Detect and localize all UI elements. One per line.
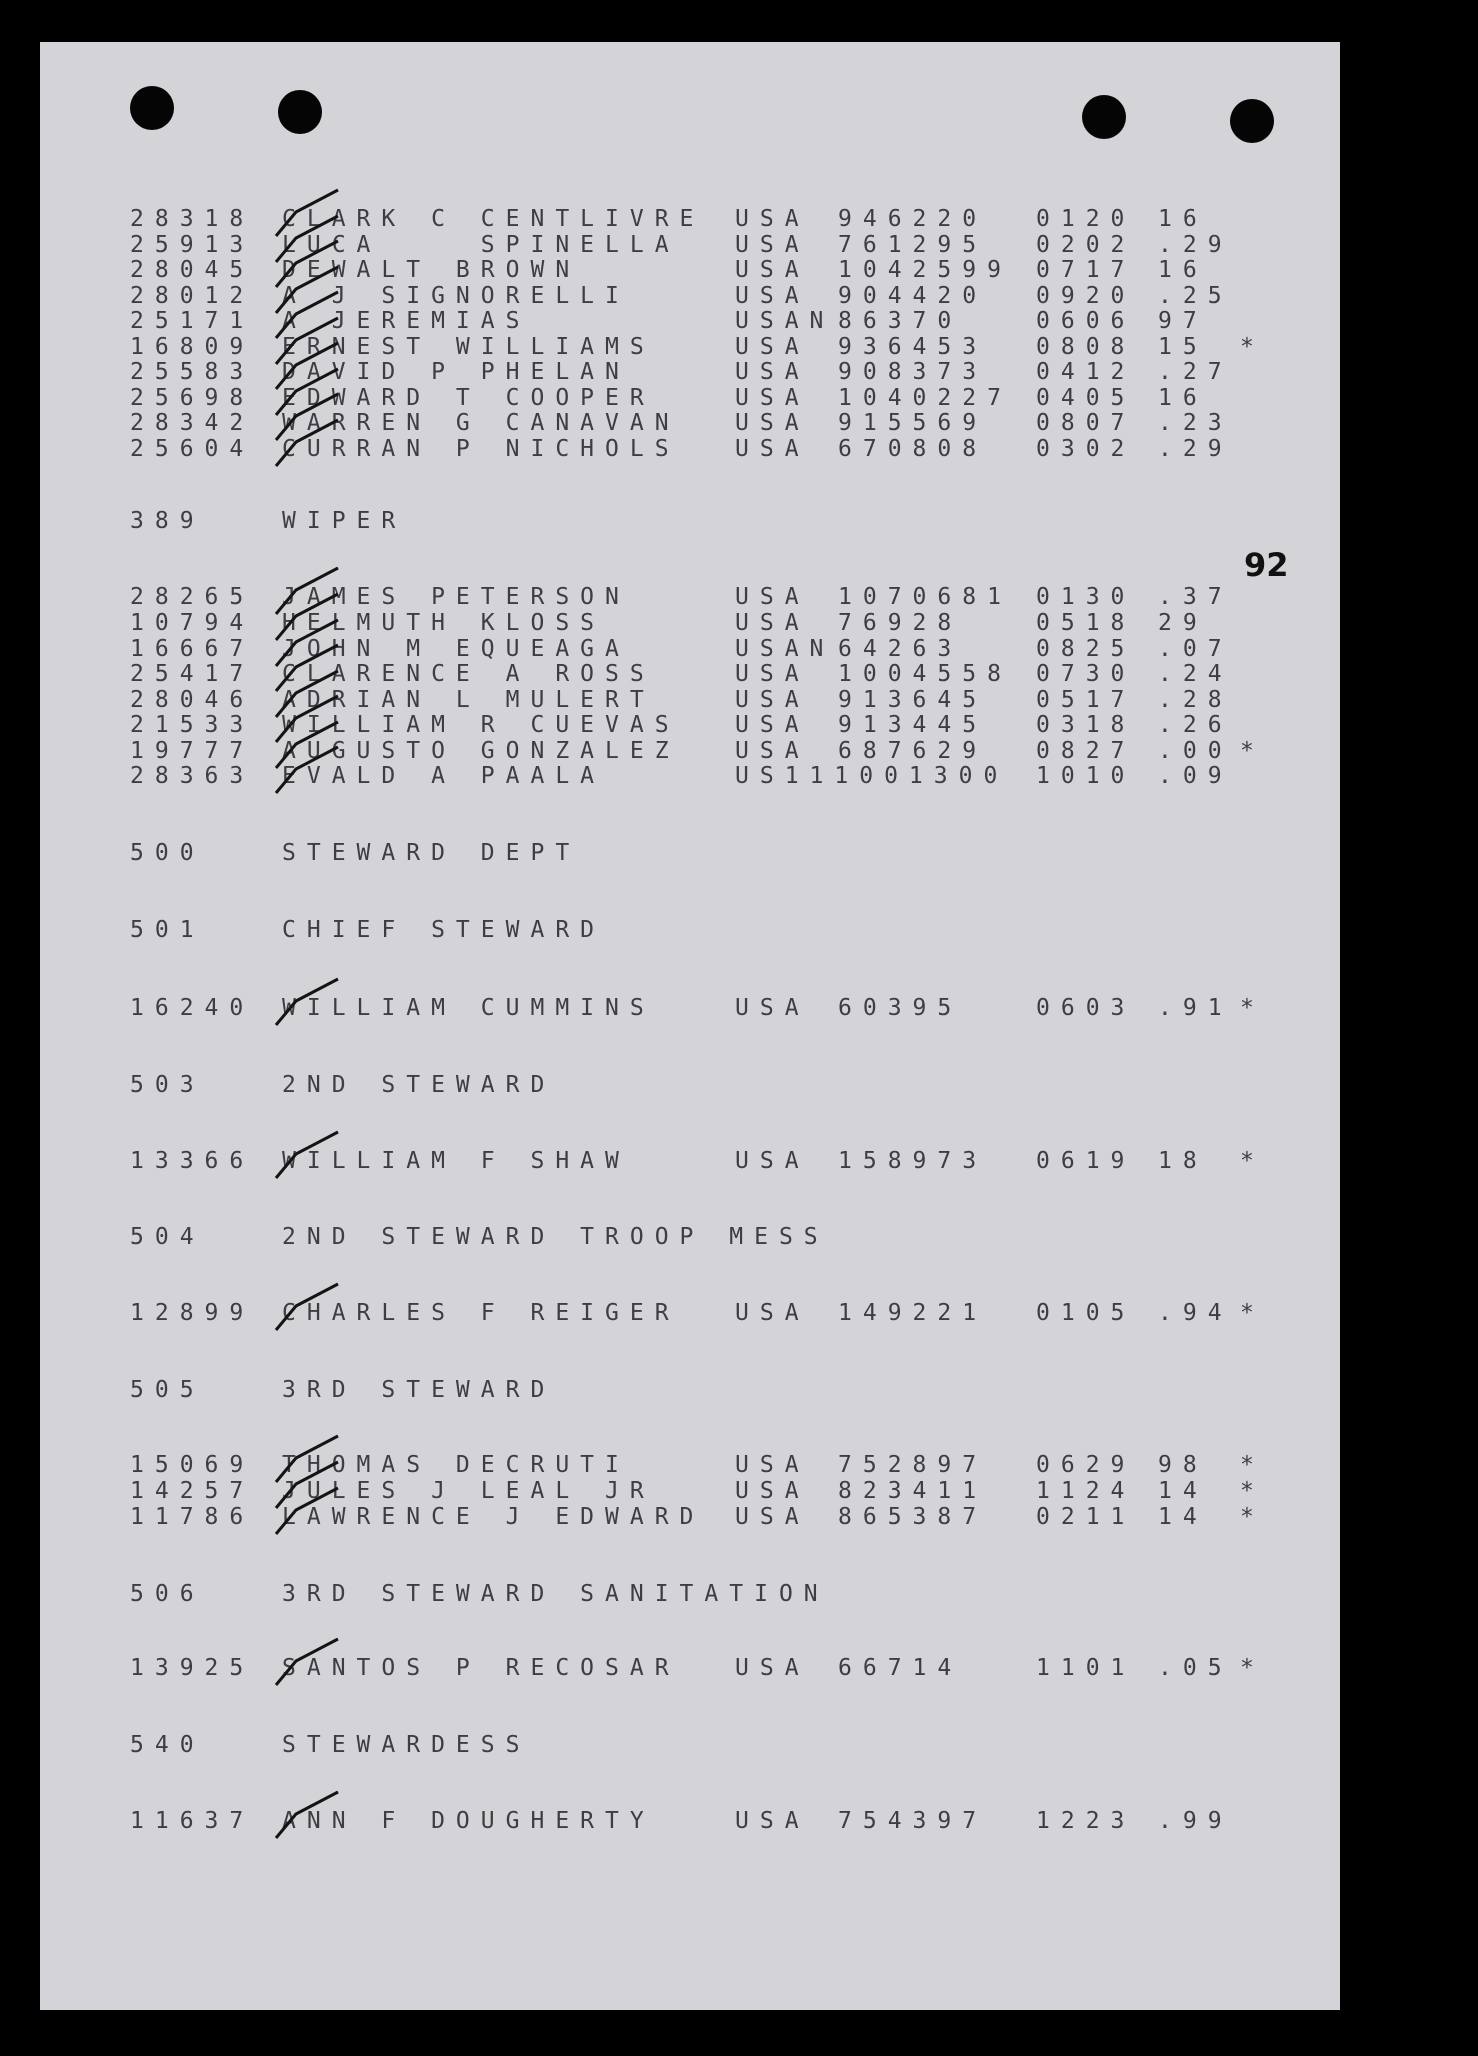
asterisk-mark: * <box>1240 1655 1265 1681</box>
certificate-number: 687629 <box>838 738 988 764</box>
crew-name: ANN F DOUGHERTY <box>282 1808 655 1834</box>
date-code: 1010 <box>1036 763 1136 789</box>
asterisk-mark: * <box>1240 1504 1265 1530</box>
date-code: 0606 <box>1036 308 1136 334</box>
crew-name: WILLIAM F SHAW <box>282 1148 630 1174</box>
crew-id: 28045 <box>130 257 255 283</box>
date-code: 0412 <box>1036 359 1136 385</box>
certificate-number: 1040227 <box>838 385 1012 411</box>
date-code: 0619 <box>1036 1148 1136 1174</box>
crew-id: 11637 <box>130 1808 255 1834</box>
certificate-number: 823411 <box>838 1478 988 1504</box>
value: .27 <box>1158 359 1233 385</box>
date-code: 1223 <box>1036 1808 1136 1834</box>
crew-name: CHARLES F REIGER <box>282 1300 680 1326</box>
certificate-number: 904420 <box>838 283 988 309</box>
nationality: USA <box>735 661 810 687</box>
value: 98 <box>1158 1452 1208 1478</box>
nationality: USA <box>735 712 810 738</box>
nationality: USAN <box>735 308 835 334</box>
crew-name: JULES J LEAL JR <box>282 1478 655 1504</box>
crew-name: SANTOS P RECOSAR <box>282 1655 680 1681</box>
section-title: 3RD STEWARD SANITATION <box>282 1581 829 1607</box>
crew-name: CURRAN P NICHOLS <box>282 436 680 462</box>
nationality: USA <box>735 232 810 258</box>
date-code: 0920 <box>1036 283 1136 309</box>
crew-name: A J SIGNORELLI <box>282 283 630 309</box>
nationality: USA <box>735 1655 810 1681</box>
date-code: 0211 <box>1036 1504 1136 1530</box>
crew-name: A JEREMIAS <box>282 308 531 334</box>
asterisk-mark: * <box>1240 1148 1265 1174</box>
nationality: USA <box>735 1148 810 1174</box>
check-mark <box>276 1792 338 1838</box>
certificate-number: 76928 <box>838 610 963 636</box>
section-code: 506 <box>130 1581 205 1607</box>
section-code: 503 <box>130 1072 205 1098</box>
check-mark <box>276 1639 338 1685</box>
nationality: USA <box>735 738 810 764</box>
nationality: USA <box>735 1300 810 1326</box>
crew-id: 14257 <box>130 1478 255 1504</box>
value: .09 <box>1158 763 1233 789</box>
crew-name: AUGUSTO GONZALEZ <box>282 738 680 764</box>
value: 15 <box>1158 334 1208 360</box>
value: .00 <box>1158 738 1233 764</box>
value: 16 <box>1158 206 1208 232</box>
date-code: 0825 <box>1036 636 1136 662</box>
check-mark <box>276 1284 338 1330</box>
value: .29 <box>1158 232 1233 258</box>
section-title: CHIEF STEWARD <box>282 917 606 943</box>
check-mark <box>276 645 338 691</box>
crew-name: DAVID P PHELAN <box>282 359 630 385</box>
section-title: 2ND STEWARD <box>282 1072 556 1098</box>
date-code: 0517 <box>1036 687 1136 713</box>
date-code: 0302 <box>1036 436 1136 462</box>
crew-id: 19777 <box>130 738 255 764</box>
crew-name: LAWRENCE J EDWARD <box>282 1504 705 1530</box>
crew-id: 12899 <box>130 1300 255 1326</box>
value: .05 <box>1158 1655 1233 1681</box>
crew-id: 16240 <box>130 995 255 1021</box>
section-title: STEWARD DEPT <box>282 840 581 866</box>
certificate-number: 752897 <box>838 1452 988 1478</box>
date-code: 0202 <box>1036 232 1136 258</box>
certificate-number: 908373 <box>838 359 988 385</box>
section-title: WIPER <box>282 508 407 534</box>
asterisk-mark: * <box>1240 1452 1265 1478</box>
nationality: USA <box>735 283 810 309</box>
value: .24 <box>1158 661 1233 687</box>
date-code: 0808 <box>1036 334 1136 360</box>
asterisk-mark: * <box>1240 1478 1265 1504</box>
crew-name: HELMUTH KLOSS <box>282 610 606 636</box>
value: 97 <box>1158 308 1208 334</box>
section-code: 501 <box>130 917 205 943</box>
value: 14 <box>1158 1504 1208 1530</box>
section-code: 504 <box>130 1224 205 1250</box>
certificate-number: 761295 <box>838 232 988 258</box>
nationality: USA <box>735 1478 810 1504</box>
check-mark <box>276 568 338 614</box>
nationality: USA <box>735 206 810 232</box>
crew-id: 28046 <box>130 687 255 713</box>
section-code: 500 <box>130 840 205 866</box>
crew-id: 25698 <box>130 385 255 411</box>
value: 18 <box>1158 1148 1208 1174</box>
crew-id: 28342 <box>130 410 255 436</box>
crew-id: 15069 <box>130 1452 255 1478</box>
check-mark <box>276 343 338 389</box>
nationality: USA <box>735 436 810 462</box>
value: .29 <box>1158 436 1233 462</box>
crew-id: 28363 <box>130 763 255 789</box>
crew-id: 25604 <box>130 436 255 462</box>
value: .07 <box>1158 636 1233 662</box>
crew-name: ADRIAN L MULERT <box>282 687 655 713</box>
value: 29 <box>1158 610 1208 636</box>
date-code: 0730 <box>1036 661 1136 687</box>
crew-name: WILLIAM CUMMINS <box>282 995 655 1021</box>
crew-id: 28318 <box>130 206 255 232</box>
crew-id: 10794 <box>130 610 255 636</box>
asterisk-mark: * <box>1240 738 1265 764</box>
asterisk-mark: * <box>1240 995 1265 1021</box>
value: 16 <box>1158 257 1208 283</box>
certificate-number: 913445 <box>838 712 988 738</box>
date-code: 0318 <box>1036 712 1136 738</box>
crew-name: DEWALT BROWN <box>282 257 581 283</box>
nationality: USA <box>735 610 810 636</box>
crew-id: 13925 <box>130 1655 255 1681</box>
certificate-number: 149221 <box>838 1300 988 1326</box>
nationality: US111001300 <box>735 763 1009 789</box>
check-mark <box>276 241 338 287</box>
certificate-number: 754397 <box>838 1808 988 1834</box>
value: .28 <box>1158 687 1233 713</box>
certificate-number: 1042599 <box>838 257 1012 283</box>
date-code: 0405 <box>1036 385 1136 411</box>
crew-name: JAMES PETERSON <box>282 584 630 610</box>
check-mark <box>276 1436 338 1482</box>
crew-id: 28265 <box>130 584 255 610</box>
crew-id: 25171 <box>130 308 255 334</box>
certificate-number: 66714 <box>838 1655 963 1681</box>
crew-id: 25583 <box>130 359 255 385</box>
check-mark <box>276 696 338 742</box>
certificate-number: 158973 <box>838 1148 988 1174</box>
crew-id: 11786 <box>130 1504 255 1530</box>
crew-name: THOMAS DECRUTI <box>282 1452 630 1478</box>
date-code: 0717 <box>1036 257 1136 283</box>
crew-name: EVALD A PAALA <box>282 763 606 789</box>
value: 14 <box>1158 1478 1208 1504</box>
check-mark <box>276 394 338 440</box>
crew-name: ERNEST WILLIAMS <box>282 334 655 360</box>
nationality: USA <box>735 687 810 713</box>
certificate-number: 936453 <box>838 334 988 360</box>
certificate-number: 913645 <box>838 687 988 713</box>
crew-id: 16667 <box>130 636 255 662</box>
date-code: 1124 <box>1036 1478 1136 1504</box>
date-code: 0603 <box>1036 995 1136 1021</box>
nationality: USA <box>735 584 810 610</box>
certificate-number: 86370 <box>838 308 963 334</box>
crew-name: LUCA SPINELLA <box>282 232 680 258</box>
value: .23 <box>1158 410 1233 436</box>
check-mark <box>276 292 338 338</box>
nationality: USA <box>735 410 810 436</box>
value: .25 <box>1158 283 1233 309</box>
certificate-number: 670808 <box>838 436 988 462</box>
nationality: USA <box>735 359 810 385</box>
date-code: 1101 <box>1036 1655 1136 1681</box>
section-title: 2ND STEWARD TROOP MESS <box>282 1224 829 1250</box>
crew-id: 16809 <box>130 334 255 360</box>
value: .37 <box>1158 584 1233 610</box>
nationality: USA <box>735 995 810 1021</box>
nationality: USA <box>735 385 810 411</box>
nationality: USA <box>735 257 810 283</box>
section-code: 389 <box>130 508 205 534</box>
crew-name: WARREN G CANAVAN <box>282 410 680 436</box>
certificate-number: 865387 <box>838 1504 988 1530</box>
section-code: 505 <box>130 1377 205 1403</box>
value: .91 <box>1158 995 1233 1021</box>
date-code: 0518 <box>1036 610 1136 636</box>
date-code: 0105 <box>1036 1300 1136 1326</box>
value: .94 <box>1158 1300 1233 1326</box>
nationality: USAN <box>735 636 835 662</box>
value: .26 <box>1158 712 1233 738</box>
section-title: 3RD STEWARD <box>282 1377 556 1403</box>
nationality: USA <box>735 1452 810 1478</box>
certificate-number: 60395 <box>838 995 963 1021</box>
check-mark <box>276 979 338 1025</box>
section-title: STEWARDESS <box>282 1732 531 1758</box>
page-number: 92 <box>1244 546 1289 584</box>
crew-name: JOHN M EQUEAGA <box>282 636 630 662</box>
date-code: 0629 <box>1036 1452 1136 1478</box>
certificate-number: 946220 <box>838 206 988 232</box>
section-code: 540 <box>130 1732 205 1758</box>
crew-name: CLARENCE A ROSS <box>282 661 655 687</box>
nationality: USA <box>735 334 810 360</box>
nationality: USA <box>735 1808 810 1834</box>
crew-id: 21533 <box>130 712 255 738</box>
check-mark <box>276 190 338 236</box>
crew-name: WILLIAM R CUEVAS <box>282 712 680 738</box>
check-mark <box>276 747 338 793</box>
certificate-number: 1070681 <box>838 584 1012 610</box>
date-code: 0807 <box>1036 410 1136 436</box>
value: 16 <box>1158 385 1208 411</box>
certificate-number: 64263 <box>838 636 963 662</box>
asterisk-mark: * <box>1240 1300 1265 1326</box>
check-mark <box>276 1132 338 1178</box>
crew-name: EDWARD T COOPER <box>282 385 655 411</box>
certificate-number: 1004558 <box>838 661 1012 687</box>
date-code: 0827 <box>1036 738 1136 764</box>
asterisk-mark: * <box>1240 334 1265 360</box>
date-code: 0130 <box>1036 584 1136 610</box>
certificate-number: 915569 <box>838 410 988 436</box>
crew-id: 28012 <box>130 283 255 309</box>
crew-name: CLARK C CENTLIVRE <box>282 206 705 232</box>
crew-id: 25417 <box>130 661 255 687</box>
crew-id: 25913 <box>130 232 255 258</box>
date-code: 0120 <box>1036 206 1136 232</box>
value: .99 <box>1158 1808 1233 1834</box>
crew-id: 13366 <box>130 1148 255 1174</box>
nationality: USA <box>735 1504 810 1530</box>
